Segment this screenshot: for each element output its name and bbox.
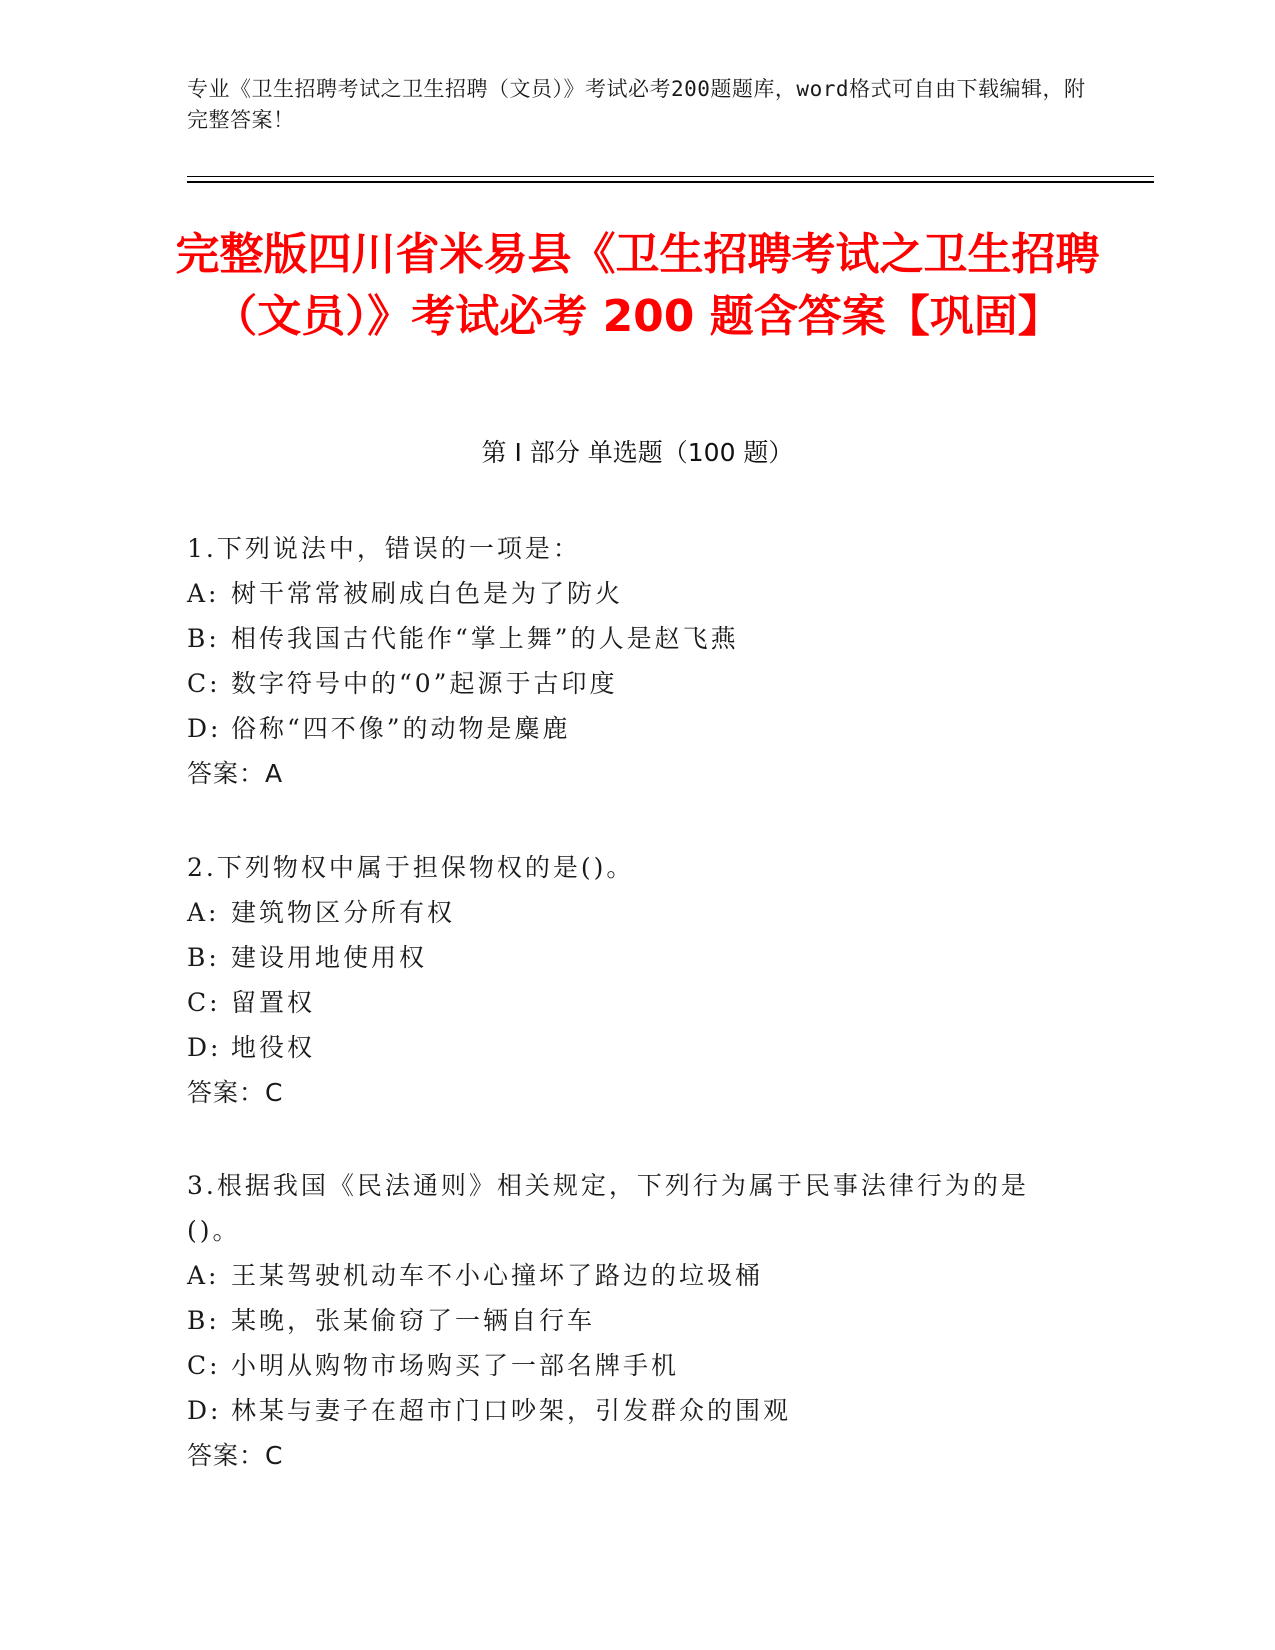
header-divider-thin bbox=[187, 176, 1154, 177]
question-2 bbox=[187, 845, 1067, 1115]
option-label: A: bbox=[187, 898, 220, 927]
option-text: 林某与妻子在超市门口吵架，引发群众的围观 bbox=[231, 1396, 792, 1425]
option-b bbox=[187, 1298, 1067, 1343]
option-a bbox=[187, 1253, 1067, 1298]
answer-line: 答案：C bbox=[187, 1441, 284, 1470]
document-title: 完整版四川省米易县《卫生招聘考试之卫生招聘（文员）》考试必考 200 题含答案【巩固】 bbox=[175, 229, 1100, 342]
question-1 bbox=[187, 526, 1067, 796]
option-d bbox=[187, 1025, 1067, 1070]
header-note: 专业《卫生招聘考试之卫生招聘（文员）》考试必考200题题库，word格式可自由下载编辑，附完整答案！ bbox=[187, 77, 1086, 132]
question-stem: 1.下列说法中，错误的一项是： bbox=[187, 534, 581, 563]
option-label: A: bbox=[187, 579, 220, 608]
option-text: 建筑物区分所有权 bbox=[231, 898, 456, 927]
option-label: D: bbox=[187, 1396, 222, 1425]
option-c bbox=[187, 980, 1067, 1025]
section-heading: 第 I 部分 单选题（100 题） bbox=[481, 438, 794, 467]
option-label: C: bbox=[187, 669, 221, 698]
option-text: 地役权 bbox=[231, 1033, 316, 1062]
option-text: 相传我国古代能作“掌上舞”的人是赵飞燕 bbox=[231, 624, 739, 653]
answer-line: 答案：C bbox=[187, 1078, 284, 1107]
option-text: 树干常常被刷成白色是为了防火 bbox=[231, 579, 624, 608]
option-text: 留置权 bbox=[231, 988, 316, 1017]
option-text: 俗称“四不像”的动物是麋鹿 bbox=[231, 714, 571, 743]
option-d bbox=[187, 1388, 1067, 1433]
option-label: D: bbox=[187, 714, 222, 743]
option-d bbox=[187, 706, 1067, 751]
option-c bbox=[187, 661, 1067, 706]
question-3 bbox=[187, 1163, 1067, 1478]
option-label: C: bbox=[187, 1351, 221, 1380]
option-b bbox=[187, 935, 1067, 980]
option-text: 数字符号中的“0”起源于古印度 bbox=[231, 669, 618, 698]
option-label: B: bbox=[187, 624, 220, 653]
option-text: 王某驾驶机动车不小心撞坏了路边的垃圾桶 bbox=[231, 1261, 764, 1290]
option-text: 某晚，张某偷窃了一辆自行车 bbox=[231, 1306, 596, 1335]
option-label: B: bbox=[187, 943, 220, 972]
option-label: A: bbox=[187, 1261, 220, 1290]
option-a bbox=[187, 890, 1067, 935]
question-stem: 2.下列物权中属于担保物权的是()。 bbox=[187, 853, 635, 882]
option-b bbox=[187, 616, 1067, 661]
option-text: 小明从购物市场购买了一部名牌手机 bbox=[231, 1351, 680, 1380]
option-label: D: bbox=[187, 1033, 222, 1062]
option-a bbox=[187, 571, 1067, 616]
answer-line: 答案：A bbox=[187, 759, 284, 788]
option-label: B: bbox=[187, 1306, 220, 1335]
option-c bbox=[187, 1343, 1067, 1388]
option-label: C: bbox=[187, 988, 221, 1017]
header-divider-thick bbox=[187, 181, 1154, 183]
question-stem: 3.根据我国《民法通则》相关规定，下列行为属于民事法律行为的是()。 bbox=[187, 1171, 1029, 1245]
option-text: 建设用地使用权 bbox=[231, 943, 428, 972]
